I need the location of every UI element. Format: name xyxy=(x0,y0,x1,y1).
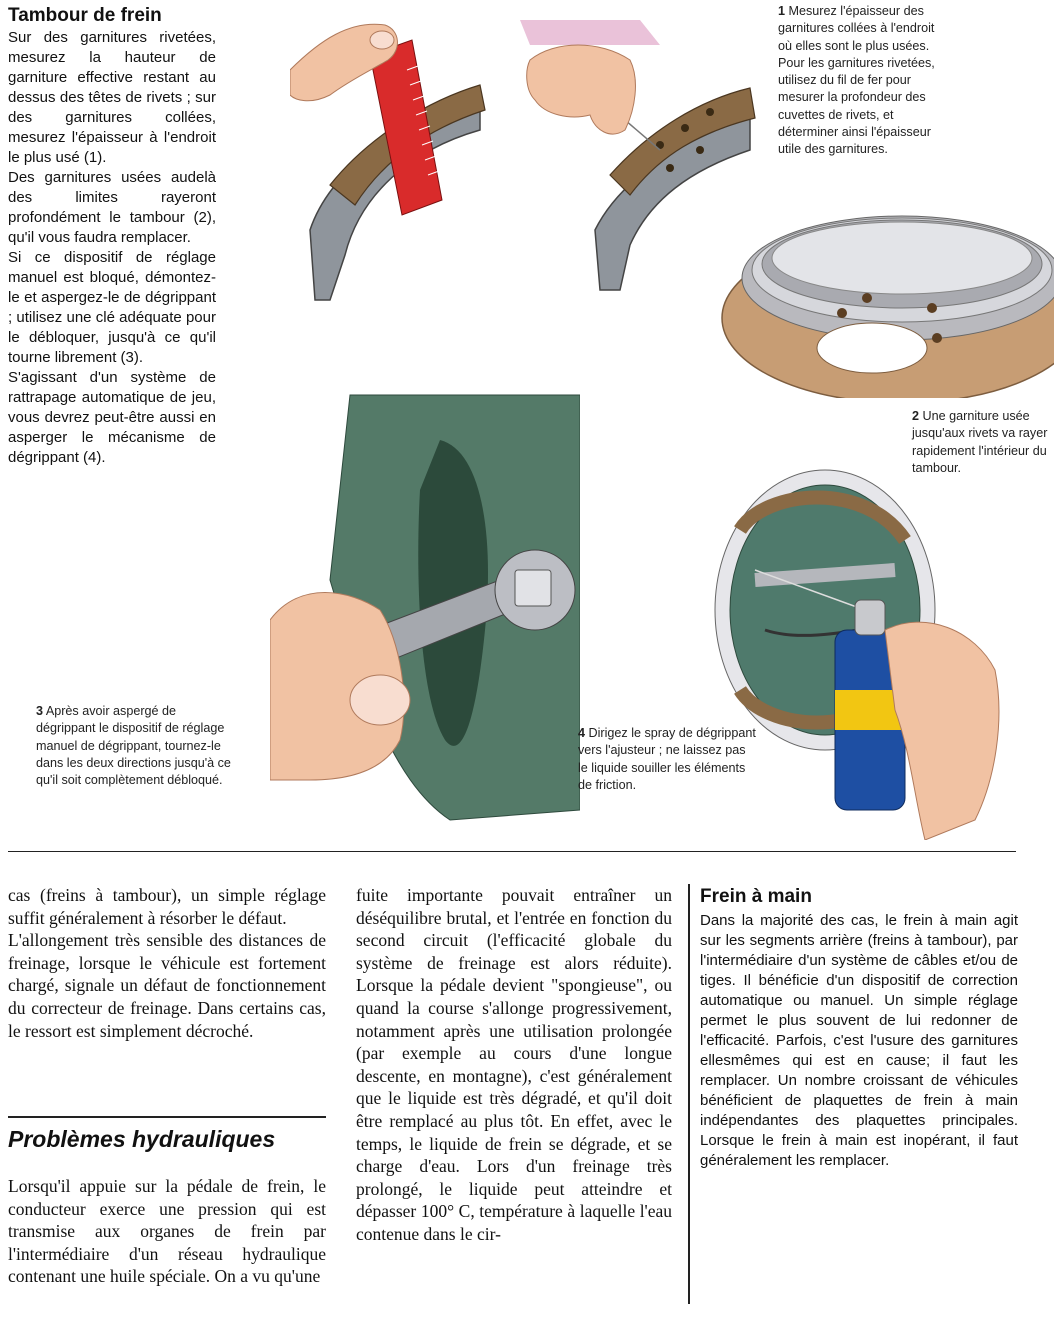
drum-paragraph-4: S'agissant d'un système de rattrapage automatique de jeu, vous devrez peut-être aussi en asperger le mécanisme de dégrippant (4). xyxy=(8,369,216,466)
handbrake-paragraph: Dans la majorité des cas, le frein à main agit sur les segments arrière (freins à tambour), par l'intermédiaire d'un système de câbles et/ou de tiges. Il bénéficie d'un dispositif de correction automatique ou manuel. Un simple réglage permet le plus souvent de lui redonner de l'efficacité. Parfois, c'est l'usure des garnitures ellesmêmes qui est en cause; il faut les remplacer. Un nombre croissant de véhicules bénéficient de plaquettes de frein à main indépendantes des plaquettes principales. Lorsque le frein à main est inopérant, il faut généralement les remplacer. xyxy=(700,912,1018,1169)
caption-1 xyxy=(778,3,938,159)
hydraulic-divider xyxy=(8,1116,326,1118)
caption-2-text: Une garniture usée jusqu'aux rivets va rayer rapidement l'intérieur du tambour. xyxy=(912,409,1048,475)
caption-1-text: Mesurez l'épaisseur des garnitures collées à l'endroit où elles sont le plus usées. Pour les garnitures rivetées, utilisez du fil de fer pour mesurer la profondeur des cuvettes de rivets, et déterminer ainsi l'épaisseur utile des garnitures. xyxy=(778,4,935,157)
handbrake-title: Frein à main xyxy=(700,886,812,907)
left-column xyxy=(8,884,326,1042)
left-column-paragraph-1: cas (freins à tambour), un simple réglage suffit généralement à résorber le défaut. xyxy=(8,885,326,928)
left-column-paragraph-2: L'allongement très sensible des distances de freinage, lorsque le véhicule est fortement chargé, signale un défaut de fonctionnement du correcteur de freinage. Dans certains cas, le ressort est simplement décroché. xyxy=(8,930,326,1041)
drum-paragraph-1: Sur des garnitures rivetées, mesurez la hauteur de garniture effective restant au dessus des têtes de rivets ; sur des garnitures collées, mesurez l'épaisseur à l'endroit le plus usé (1). xyxy=(8,29,216,166)
drum-paragraph-2: Des garnitures usées audelà des limites rayeront profondément le tambour (2), qu'il vous faudra remplacer. xyxy=(8,169,216,246)
caption-3-text: Après avoir aspergé de dégrippant le dispositif de réglage manuel de dégrippant, tournez-le dans les deux directions jusqu'à ce qu'il soit complètement débloqué. xyxy=(36,704,231,788)
caption-1-number: 1 xyxy=(778,4,786,18)
caption-4 xyxy=(578,725,758,794)
illustration-shoe-ruler xyxy=(290,0,490,320)
drum-section-title: Tambour de frein xyxy=(8,5,162,26)
illustration-wrench-adjuster xyxy=(270,380,580,840)
caption-4-number: 4 xyxy=(578,726,586,740)
middle-column xyxy=(356,884,672,1246)
hydraulic-paragraph: Lorsqu'il appuie sur la pédale de frein, le conducteur exerce une pression qui est transmise aux organes de frein par l'intermédiaire d'un réseau hydraulique contenant une huile spéciale. On a vu qu'une xyxy=(8,1176,326,1287)
illustration-brake-drum xyxy=(712,198,1054,398)
caption-2-number: 2 xyxy=(912,409,920,423)
middle-column-paragraph: fuite importante pouvait entraîner un déséquilibre brutal, et l'entrée en fonction du second circuit (l'efficacité globale du système de freinage est alors réduite). Lorsque la pédale devient "spongieuse", ou quand la course s'allonge progressivement, notamment après une utilisation prolongée (par exemple au cours d'une longue descente, en montagne), c'est généralement que le liquide est très dégradé, et qu'il doit être remplacé au plus tôt. En effet, avec le temps, le liquide de frein se dégrade, et se charge d'eau. Lors d'un freinage très prolongé, le liquide peut atteindre et dépasser 100° C, température à laquelle l'eau contenue dans le cir- xyxy=(356,885,672,1244)
drum-paragraph-3: Si ce dispositif de réglage manuel est bloqué, démontez-le et aspergez-le de dégrippant ; utilisez une clé adéquate pour le débloquer, jusqu'à ce qu'il tourne librement (3). xyxy=(8,249,216,366)
caption-4-text: Dirigez le spray de dégrippant vers l'ajusteur ; ne laissez pas le liquide souiller les éléments de friction. xyxy=(578,726,756,792)
section-divider-top xyxy=(8,851,1016,852)
handbrake-divider xyxy=(688,884,690,1304)
caption-3 xyxy=(36,703,236,789)
handbrake-section xyxy=(700,886,1018,1171)
caption-3-number: 3 xyxy=(36,704,44,718)
drum-section xyxy=(8,4,216,468)
hydraulic-section-title: Problèmes hydrauliques xyxy=(8,1126,276,1152)
hydraulic-text xyxy=(8,1175,326,1288)
